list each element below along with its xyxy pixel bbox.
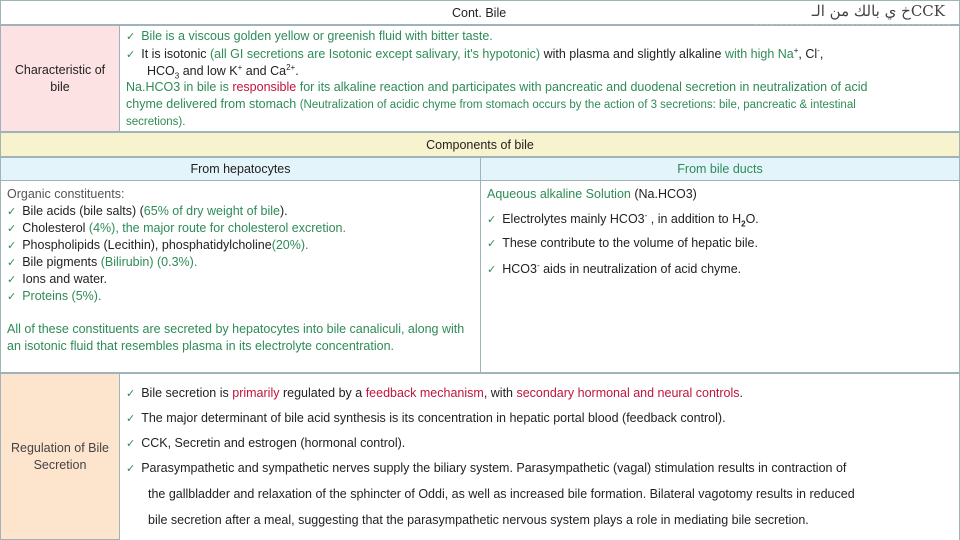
reg-bullet-3: ✓ CCK, Secretin and estrogen (hormonal control). xyxy=(126,436,406,450)
char-bullet-3-cont2: secretions). xyxy=(126,116,186,128)
duct-item-1: ✓ Electrolytes mainly HCO3- , in addition to $H_2O$. xyxy=(487,211,759,229)
bile-ducts-content-cell xyxy=(480,180,960,373)
bile-ducts-header: From bile ducts xyxy=(677,162,763,176)
check-icon: ✓ xyxy=(126,48,136,62)
check-icon: ✓ xyxy=(487,237,497,250)
check-icon: ✓ xyxy=(126,412,136,425)
hep-item-4: ✓ Bile pigments (Bilirubin) (0.3%). xyxy=(7,255,198,269)
arabic-note: خ ي بالك من الـCCK xyxy=(811,2,945,20)
components-title: Components of bile xyxy=(426,137,534,152)
check-icon: ✓ xyxy=(7,290,17,303)
check-icon: ✓ xyxy=(487,213,497,227)
duct-item-2: ✓ These contribute to the volume of hepatic bile. xyxy=(487,236,758,250)
page-title: Cont. Bile xyxy=(452,6,507,20)
reg-bullet-1: ✓ Bile secretion is primarily regulated by a feedback mechanism, with secondary hormonal and neural controls. xyxy=(126,386,744,400)
characteristic-content-cell xyxy=(119,25,960,132)
hep-footer: All of these constituents are secreted by hepatocytes into bile canaliculi, along with an isotonic fluid that resembles plasma in its electrolyte concentration. xyxy=(7,322,465,353)
check-icon: ✓ xyxy=(7,256,17,269)
aqueous-title: Aqueous alkaline Solution (Na.HCO3) xyxy=(487,187,697,201)
check-icon: ✓ xyxy=(126,30,136,43)
char-bullet-3: Na.HCO3 in bile is responsible for its alkaline reaction and participates with pancreatic and duodenal secretion in neutralization of acid xyxy=(126,80,868,94)
regulation-label: Regulation of Bile Secretion xyxy=(11,440,109,472)
check-icon: ✓ xyxy=(126,387,136,400)
check-icon: ✓ xyxy=(126,462,136,475)
hepatocytes-content-cell xyxy=(0,180,481,373)
regulation-label-cell xyxy=(0,373,120,540)
organic-title: Organic constituents: xyxy=(7,187,125,201)
components-title-cell xyxy=(0,132,960,157)
check-icon: ✓ xyxy=(487,263,497,277)
characteristic-label: Characteristic of bile xyxy=(14,62,106,94)
check-icon: ✓ xyxy=(126,437,136,450)
characteristic-label-cell xyxy=(0,25,120,132)
hep-item-6: ✓ Proteins (5%). xyxy=(7,289,102,303)
char-bullet-2-cont: $HCO_3$ and low K+ and $Ca^{2+}$. xyxy=(147,63,299,81)
hepatocytes-header-cell xyxy=(0,157,481,181)
check-icon: ✓ xyxy=(7,205,17,218)
reg-bullet-4-cont2: bile secretion after a meal, suggesting that the parasympathetic nervous system plays a role in mediating bile secretion. xyxy=(148,513,809,527)
reg-bullet-4: ✓ Parasympathetic and sympathetic nerves supply the biliary system. Parasympathetic (vagal) stimulation results in contraction of xyxy=(126,461,847,475)
hep-item-2: ✓ Cholesterol (4%), the major route for cholesterol excretion. xyxy=(7,221,346,235)
check-icon: ✓ xyxy=(7,273,17,286)
regulation-content-cell xyxy=(119,373,960,540)
reg-bullet-2: ✓ The major determinant of bile acid synthesis is its concentration in hepatic portal blood (feedback control). xyxy=(126,411,726,425)
check-icon: ✓ xyxy=(7,239,17,252)
char-bullet-3-cont: chyme delivered from stomach (Neutralization of acidic chyme from stomach occurs by the action of 3 secretions: bile, pancreatic & intestinal xyxy=(126,97,856,111)
check-icon: ✓ xyxy=(7,222,17,235)
hep-item-1: ✓ Bile acids (bile salts) (65% of dry weight of bile). xyxy=(7,204,288,218)
char-bullet-2: ✓ It is isotonic (all GI secretions are Isotonic except salivary, it's hypotonic) with plasma and slightly alkaline with high Na+, Cl-, xyxy=(126,46,824,62)
bile-ducts-header-cell xyxy=(480,157,960,181)
header-title-cell xyxy=(0,0,960,25)
char-bullet-1: ✓ Bile is a viscous golden yellow or greenish fluid with bitter taste. xyxy=(126,29,493,43)
hep-item-3: ✓ Phospholipids (Lecithin), phosphatidylcholine(20%). xyxy=(7,238,309,252)
hepatocytes-header: From hepatocytes xyxy=(190,162,291,176)
reg-bullet-4-cont: the gallbladder and relaxation of the sphincter of Oddi, as well as increased bile formation. Bilateral vagotomy results in reduced xyxy=(148,487,855,501)
duct-item-3: ✓ HCO3- aids in neutralization of acid chyme. xyxy=(487,261,742,277)
hep-item-5: ✓ Ions and water. xyxy=(7,272,107,286)
